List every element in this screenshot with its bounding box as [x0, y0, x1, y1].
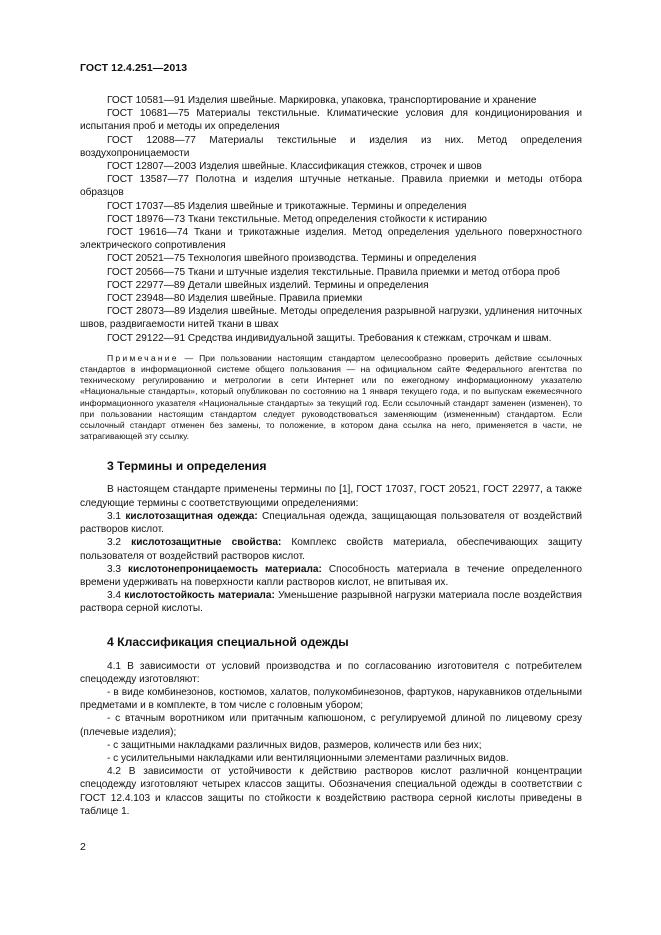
list-item: - с втачным воротником или притачным капюшоном, с регулируемой длиной по лицевому срезу (плечевые изделия); — [80, 713, 582, 738]
term-text: Комплекс свойств материала, обеспечивающих защиту пользователя от воздействий растворов кислот. — [80, 537, 582, 562]
reference-item: ГОСТ 29122—91 Средства индивидуальной защиты. Требования к стежкам, строчкам и швам. — [107, 332, 552, 344]
section-3-heading: 3 Термины и определения — [107, 459, 267, 474]
page-number: 2 — [80, 841, 86, 853]
reference-item: ГОСТ 18976—73 Ткани текстильные. Метод определения стойкости к истиранию — [107, 213, 487, 225]
reference-item: ГОСТ 23948—80 Изделия швейные. Правила приемки — [107, 293, 363, 305]
note-text: — При пользовании настоящим стандартом целесообразно проверить действие ссылочных стандартов в информационной системе общего пользования — на официальном сайте Федерального агентства по техническому регулированию и метрологии в сети Интернет или по ежегодному информационному указателю «Национальные стандарты», который опубликован по состоянию на 1 января текущего года, и по выпускам ежемесячного информационного указателя «Национальные стандарты» за текущий год. Если ссылочный стандарт заменен (изменен), то при пользовании настоящим стандартом следует руководствоваться заменяющим (измененным) стандартом. Если ссылочный стандарт отменен без замены, то положение, в котором дана ссылка на него, применяется в части, не затрагивающей эту ссылку. — [80, 352, 582, 442]
reference-item: ГОСТ 19616—74 Ткани и трикотажные изделия. Метод определения удельного поверхностного электрического сопротивления — [80, 227, 582, 252]
clause-4-2: 4.2 В зависимости от устойчивости к действию растворов кислот различной концентрации спецодежду изготовляют четырех классов защиты. Обозначения специальной одежды в соответствии с ГОСТ 12.4.103 и классов защиты по стойкости к воздействию раствора серной кислоты приведены в таблице 1. — [80, 766, 582, 817]
reference-item: ГОСТ 10681—75 Материалы текстильные. Климатические условия для кондиционирования и испытания проб и методы их определения — [80, 108, 582, 133]
term-name: кислотозащитная одежда: — [125, 510, 258, 522]
term-definition — [80, 510, 582, 536]
document-code-header: ГОСТ 12.4.251—2013 — [80, 62, 188, 74]
list-item: - в виде комбинезонов, костюмов, халатов, полукомбинезонов, фартуков, нарукавников отдельными предметами и в комплекте, в том числе с головным убором; — [80, 686, 582, 712]
term-name: кислотозащитные свойства: — [131, 537, 282, 549]
reference-item: ГОСТ 17037—85 Изделия швейные и трикотажные. Термины и определения — [107, 200, 467, 212]
term-definition — [80, 536, 582, 562]
term-number: 3.2 — [107, 537, 132, 549]
reference-item: ГОСТ 20521—75 Технология швейного производства. Термины и определения — [107, 253, 477, 265]
reference-item: ГОСТ 10581—91 Изделия швейные. Маркировка, упаковка, транспортирование и хранение — [107, 95, 537, 106]
section-3-intro: В настоящем стандарте применены термины по [1], ГОСТ 17037, ГОСТ 20521, ГОСТ 22977, а также следующие термины с соответствующими определениями: — [80, 484, 582, 509]
term-text: Уменьшение разрывной нагрузки материала после воздействия раствора серной кислоты. — [80, 590, 582, 615]
reference-item: ГОСТ 13587—77 Полотна и изделия штучные нетканые. Правила приемки и методы отбора образцов — [80, 174, 582, 199]
term-definition — [80, 563, 582, 589]
term-name: кислотонепроницаемость материала: — [128, 563, 322, 575]
references-list — [80, 94, 582, 345]
section-4-heading: 4 Классификация специальной одежды — [107, 634, 349, 649]
term-text: Способность материала в течение определенного времени удерживать на поверхности капли растворов кислот, не впитывая их. — [80, 563, 582, 588]
term-text: Специальная одежда, защищающая пользователя от воздействий растворов кислот. — [80, 510, 582, 536]
page-content — [80, 94, 582, 818]
term-definition — [80, 589, 582, 615]
clause-4-1: 4.1 В зависимости от условий производства и по согласованию изготовителя с потребителем спецодежду изготовляют: — [80, 660, 582, 685]
reference-item: ГОСТ 12807—2003 Изделия швейные. Классификация стежков, строчек и швов — [107, 161, 482, 173]
reference-item: ГОСТ 20566—75 Ткани и штучные изделия текстильные. Правила приемки и метод отбора проб — [107, 266, 560, 278]
reference-item: ГОСТ 12088—77 Материалы текстильные и изделия из них. Метод определения воздухопроницаемости — [80, 134, 582, 159]
term-number: 3.4 — [107, 590, 125, 602]
reference-item: ГОСТ 22977—89 Детали швейных изделий. Термины и определения — [107, 279, 429, 291]
list-item: - с усилительными накладками или вентиляционными элементами различных видов. — [107, 752, 509, 764]
list-item: - с защитными накладками различных видов, размеров, количеств или без них; — [107, 739, 482, 751]
note-paragraph — [80, 353, 582, 443]
term-name: кислотостойкость материала: — [124, 590, 275, 602]
term-number: 3.3 — [107, 563, 128, 575]
term-number: 3.1 — [107, 510, 126, 522]
reference-item: ГОСТ 28073—89 Изделия швейные. Методы определения разрывной нагрузки, удлинения ниточных швов, раздвигаемости нитей ткани в швах — [80, 306, 582, 331]
note-label: Примечание — [107, 352, 179, 363]
